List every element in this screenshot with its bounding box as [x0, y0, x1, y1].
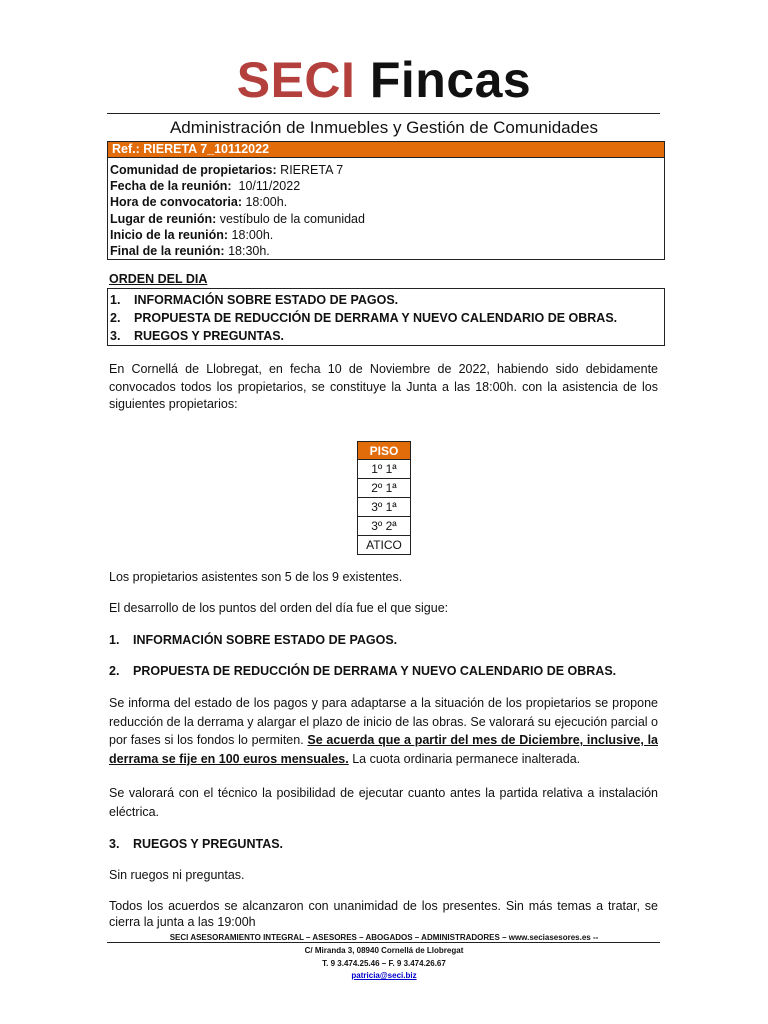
footer-address: C/ Miranda 3, 08940 Cornellá de Llobregat	[304, 946, 464, 955]
agreement-text: Se acuerda que a partir del mes de Diciembre, inclusive, la derrama se fije en 100 euros mensuales.	[109, 733, 658, 766]
agenda-item: 3. RUEGOS Y PREGUNTAS.	[110, 329, 285, 343]
no-questions: Sin ruegos ni preguntas.	[109, 868, 245, 882]
info-hora-convocatoria: Hora de convocatoria: 18:00h.	[110, 195, 288, 210]
agenda-box	[107, 288, 665, 346]
info-final: Final de la reunión: 18:30h.	[110, 244, 270, 259]
intro-paragraph: En Cornellá de Llobregat, en fecha 10 de Noviembre de 2022, habiendo sido debidamente convocados todos los propietarios, se constituye la Junta a las 18:00h. con la asistencia de los siguientes propietarios:	[109, 362, 658, 411]
info-comunidad: Comunidad de propietarios: RIERETA 7	[110, 163, 344, 177]
attendees-table	[357, 441, 411, 555]
logo-fincas: Fincas	[369, 52, 532, 108]
logo-seci: SECI	[236, 52, 356, 108]
footer-email-link[interactable]: patricia@seci.biz	[351, 971, 417, 980]
meeting-info-lines	[108, 158, 664, 259]
closing-paragraph: Todos los acuerdos se alcanzaron con unanimidad de los presentes. Sin más temas a tratar, se cierra la junta a las 19:00h	[109, 899, 658, 929]
footer-phone: T. 9 3.474.25.46 – F. 9 3.474.26.67	[322, 959, 446, 968]
info-lugar: Lugar de reunión: vestíbulo de la comunidad	[110, 211, 365, 226]
info-inicio: Inicio de la reunión: 18:00h.	[110, 227, 274, 242]
point-2-body-2: Se valorará con el técnico la posibilidad de ejecutar cuanto antes la partida relativa a instalación eléctrica.	[109, 786, 658, 819]
agenda-title: ORDEN DEL DIA	[109, 272, 208, 286]
agenda-item: 2. PROPUESTA DE REDUCCIÓN DE DERRAMA Y NUEVO CALENDARIO DE OBRAS.	[110, 311, 618, 325]
point-1-heading: 1. INFORMACIÓN SOBRE ESTADO DE PAGOS.	[109, 633, 398, 647]
meeting-info-box	[107, 141, 665, 260]
point-2-body: Se informa del estado de los pagos y para adaptarse a la situación de los propietarios se propone reducción de la derrama y alargar el plazo de inicio de las obras. Se valorará su ejecución parcial o por fases si los fondos lo permiten. Se acuerda que a partir del mes de Diciembre, inclusive, la derrama se fije en 100 euros mensuales. La cuota ordinaria permanece inalterada.	[109, 696, 658, 766]
header-divider	[107, 113, 660, 114]
agenda-item: 1. INFORMACIÓN SOBRE ESTADO DE PAGOS.	[110, 293, 399, 307]
reference-label: Ref.: RIERETA 7_10112022	[108, 142, 664, 158]
point-2-heading: 2. PROPUESTA DE REDUCCIÓN DE DERRAMA Y NUEVO CALENDARIO DE OBRAS.	[109, 664, 617, 678]
table-row: 1º 1ª	[358, 460, 411, 479]
table-row: ATICO	[358, 536, 411, 555]
table-row: 3º 2ª	[358, 517, 411, 536]
footer-email-row	[0, 970, 768, 981]
point-3-heading: 3. RUEGOS Y PREGUNTAS.	[109, 837, 284, 851]
table-row: 3º 1ª	[358, 498, 411, 517]
footer-company: SECI ASESORAMIENTO INTEGRAL – ASESORES – ABOGADOS – ADMINISTRADORES – www.seciasesores.es --	[169, 933, 599, 942]
development-intro: El desarrollo de los puntos del orden del día fue el que sigue:	[109, 601, 449, 615]
table-header: PISO	[358, 442, 411, 460]
company-logo	[0, 50, 768, 110]
info-fecha: Fecha de la reunión: 10/11/2022	[110, 179, 301, 194]
table-row: 2º 1ª	[358, 479, 411, 498]
attendance-count: Los propietarios asistentes son 5 de los 9 existentes.	[109, 570, 403, 584]
company-subtitle: Administración de Inmuebles y Gestión de Comunidades	[169, 118, 599, 137]
